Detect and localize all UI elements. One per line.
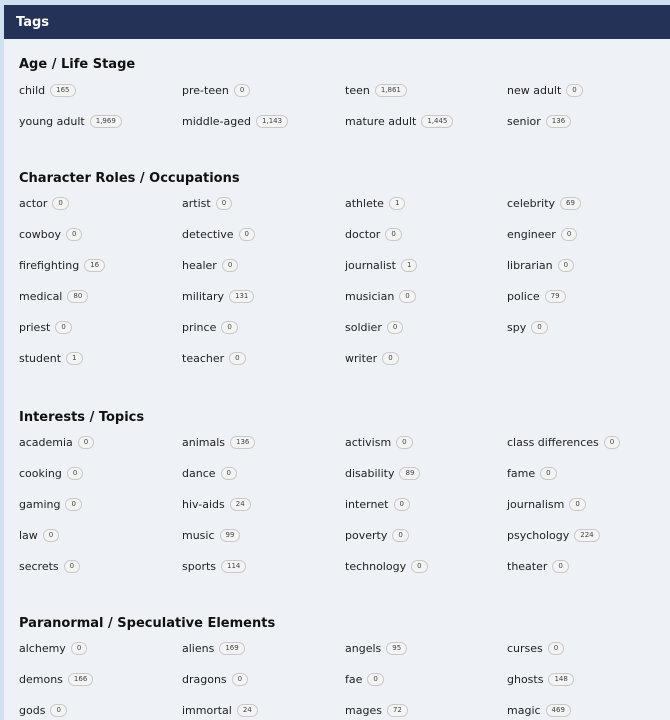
tag-count-badge: 0 bbox=[392, 529, 408, 542]
tag-count-badge: 0 bbox=[55, 321, 71, 334]
tag-grid bbox=[19, 633, 670, 720]
tag-label: new adult bbox=[507, 84, 562, 97]
tag-link[interactable] bbox=[507, 489, 667, 520]
panel-header bbox=[4, 5, 670, 39]
tag-count-badge: 72 bbox=[387, 704, 408, 717]
tag-link[interactable] bbox=[345, 695, 507, 720]
tag-label: mages bbox=[345, 704, 382, 717]
tag-label: writer bbox=[345, 352, 378, 365]
tag-label: priest bbox=[19, 321, 51, 334]
tag-link[interactable] bbox=[345, 520, 507, 551]
tag-label: secrets bbox=[19, 560, 59, 573]
tag-label: dance bbox=[182, 467, 216, 480]
tag-link[interactable] bbox=[182, 281, 345, 312]
tag-link[interactable] bbox=[507, 281, 667, 312]
tag-link[interactable] bbox=[507, 458, 667, 489]
tag-label: doctor bbox=[345, 228, 381, 241]
tag-count-badge: 1,969 bbox=[90, 115, 122, 128]
tag-count-badge: 0 bbox=[221, 467, 237, 480]
tag-count-badge: 0 bbox=[65, 498, 81, 511]
tag-label: student bbox=[19, 352, 62, 365]
tag-label: angels bbox=[345, 642, 382, 655]
tag-label: artist bbox=[182, 197, 211, 210]
tag-link[interactable] bbox=[345, 75, 507, 106]
tag-count-badge: 0 bbox=[396, 436, 412, 449]
tag-count-badge: 131 bbox=[229, 290, 254, 303]
tag-label: ghosts bbox=[507, 673, 544, 686]
tag-count-badge: 0 bbox=[561, 228, 577, 241]
tag-label: military bbox=[182, 290, 224, 303]
tag-label: prince bbox=[182, 321, 217, 334]
tag-link[interactable] bbox=[345, 633, 507, 664]
tag-count-badge: 0 bbox=[216, 197, 232, 210]
tag-link[interactable] bbox=[345, 106, 507, 137]
section-interests-topics bbox=[4, 409, 670, 582]
tag-count-badge: 1,445 bbox=[421, 115, 453, 128]
tag-label: athlete bbox=[345, 197, 384, 210]
tag-link[interactable] bbox=[19, 427, 182, 458]
tag-label: pre-teen bbox=[182, 84, 229, 97]
tag-link[interactable] bbox=[182, 695, 345, 720]
tag-count-badge: 0 bbox=[399, 290, 415, 303]
tag-link[interactable] bbox=[182, 458, 345, 489]
tag-label: librarian bbox=[507, 259, 553, 272]
tag-link[interactable] bbox=[182, 520, 345, 551]
tag-link[interactable] bbox=[182, 427, 345, 458]
tag-label: engineer bbox=[507, 228, 556, 241]
tag-link[interactable] bbox=[19, 312, 182, 343]
section-title: Paranormal / Speculative Elements bbox=[19, 616, 276, 631]
tag-link[interactable] bbox=[345, 250, 507, 281]
tag-link[interactable] bbox=[507, 520, 667, 551]
tag-count-badge: 0 bbox=[531, 321, 547, 334]
section-character-roles bbox=[4, 170, 670, 374]
tag-count-badge: 1,143 bbox=[256, 115, 288, 128]
tag-count-badge: 0 bbox=[52, 197, 68, 210]
tag-label: technology bbox=[345, 560, 407, 573]
tag-label: class differences bbox=[507, 436, 599, 449]
tag-link[interactable] bbox=[19, 695, 182, 720]
tag-link[interactable] bbox=[507, 219, 667, 250]
tag-label: disability bbox=[345, 467, 395, 480]
tag-link[interactable] bbox=[19, 458, 182, 489]
tag-link[interactable] bbox=[182, 75, 345, 106]
tag-label: gaming bbox=[19, 498, 61, 511]
tag-count-badge: 24 bbox=[237, 704, 258, 717]
tag-label: psychology bbox=[507, 529, 570, 542]
tag-count-badge: 224 bbox=[574, 529, 599, 542]
section-title: Character Roles / Occupations bbox=[19, 171, 240, 186]
section-title: Age / Life Stage bbox=[19, 57, 136, 72]
tag-count-badge: 0 bbox=[71, 642, 87, 655]
tag-count-badge: 0 bbox=[43, 529, 59, 542]
tag-count-badge: 0 bbox=[604, 436, 620, 449]
tag-label: alchemy bbox=[19, 642, 66, 655]
tag-count-badge: 0 bbox=[558, 259, 574, 272]
tag-grid bbox=[19, 427, 670, 582]
tag-label: police bbox=[507, 290, 540, 303]
tag-link[interactable] bbox=[507, 695, 667, 720]
tag-label: healer bbox=[182, 259, 217, 272]
tag-link[interactable] bbox=[182, 219, 345, 250]
tag-label: demons bbox=[19, 673, 63, 686]
tag-count-badge: 0 bbox=[78, 436, 94, 449]
tag-link[interactable] bbox=[507, 106, 667, 137]
tag-link[interactable] bbox=[345, 219, 507, 250]
tag-link[interactable] bbox=[182, 312, 345, 343]
tag-label: cooking bbox=[19, 467, 62, 480]
tag-count-badge: 0 bbox=[64, 560, 80, 573]
tag-link[interactable] bbox=[19, 551, 182, 582]
tag-grid bbox=[19, 188, 670, 374]
tag-count-badge: 89 bbox=[399, 467, 420, 480]
tag-count-badge: 165 bbox=[50, 84, 75, 97]
tag-label: detective bbox=[182, 228, 234, 241]
tag-label: musician bbox=[345, 290, 395, 303]
tag-label: journalist bbox=[345, 259, 396, 272]
tag-label: medical bbox=[19, 290, 63, 303]
tag-link[interactable] bbox=[19, 188, 182, 219]
tag-label: fame bbox=[507, 467, 536, 480]
tag-link[interactable] bbox=[182, 664, 345, 695]
tag-link[interactable] bbox=[345, 281, 507, 312]
tag-link[interactable] bbox=[507, 250, 667, 281]
tag-label: fae bbox=[345, 673, 363, 686]
tag-link[interactable] bbox=[345, 188, 507, 219]
tags-panel bbox=[4, 5, 670, 720]
tag-label: sports bbox=[182, 560, 217, 573]
tag-label: senior bbox=[507, 115, 541, 128]
tag-label: spy bbox=[507, 321, 527, 334]
tag-label: animals bbox=[182, 436, 226, 449]
section-age-life-stage bbox=[4, 56, 670, 137]
tag-label: hiv-aids bbox=[182, 498, 225, 511]
tag-link[interactable] bbox=[182, 551, 345, 582]
tag-count-badge: 0 bbox=[411, 560, 427, 573]
tag-link[interactable] bbox=[345, 427, 507, 458]
tag-link[interactable] bbox=[345, 312, 507, 343]
tag-count-badge: 24 bbox=[230, 498, 251, 511]
tag-label: gods bbox=[19, 704, 46, 717]
tag-link[interactable] bbox=[19, 489, 182, 520]
tag-grid bbox=[19, 75, 670, 137]
section-paranormal-speculative bbox=[4, 615, 670, 720]
tag-label: mature adult bbox=[345, 115, 417, 128]
tag-count-badge: 0 bbox=[566, 84, 582, 97]
tag-link[interactable] bbox=[182, 633, 345, 664]
tag-count-badge: 95 bbox=[386, 642, 407, 655]
tag-label: magic bbox=[507, 704, 541, 717]
tag-count-badge: 148 bbox=[548, 673, 573, 686]
tag-label: young adult bbox=[19, 115, 85, 128]
tag-label: teacher bbox=[182, 352, 225, 365]
tag-label: celebrity bbox=[507, 197, 556, 210]
tag-link[interactable] bbox=[19, 664, 182, 695]
tag-link[interactable] bbox=[345, 664, 507, 695]
tag-count-badge: 0 bbox=[382, 352, 398, 365]
tag-count-badge: 99 bbox=[220, 529, 241, 542]
tag-link[interactable] bbox=[507, 312, 667, 343]
tag-link[interactable] bbox=[345, 551, 507, 582]
tag-count-badge: 0 bbox=[385, 228, 401, 241]
tag-link[interactable] bbox=[19, 106, 182, 137]
tag-count-badge: 69 bbox=[560, 197, 581, 210]
tag-label: academia bbox=[19, 436, 73, 449]
tag-label: internet bbox=[345, 498, 389, 511]
tag-count-badge: 169 bbox=[219, 642, 244, 655]
tag-count-badge: 1 bbox=[66, 352, 82, 365]
tag-link[interactable] bbox=[507, 551, 667, 582]
tag-count-badge: 79 bbox=[545, 290, 566, 303]
tag-label: teen bbox=[345, 84, 370, 97]
tag-label: journalism bbox=[507, 498, 565, 511]
tag-link[interactable] bbox=[345, 489, 507, 520]
tag-count-badge: 1,861 bbox=[375, 84, 407, 97]
tag-link[interactable] bbox=[507, 75, 667, 106]
tag-link[interactable] bbox=[507, 427, 667, 458]
tag-count-badge: 0 bbox=[229, 352, 245, 365]
tag-label: soldier bbox=[345, 321, 382, 334]
tag-label: curses bbox=[507, 642, 543, 655]
tag-link[interactable] bbox=[182, 188, 345, 219]
tag-link[interactable] bbox=[182, 106, 345, 137]
tag-count-badge: 80 bbox=[67, 290, 88, 303]
tag-label: theater bbox=[507, 560, 548, 573]
tag-label: poverty bbox=[345, 529, 388, 542]
tag-link[interactable] bbox=[19, 520, 182, 551]
tag-count-badge: 0 bbox=[552, 560, 568, 573]
tag-count-badge: 0 bbox=[232, 673, 248, 686]
tag-count-badge: 0 bbox=[239, 228, 255, 241]
tag-count-badge: 166 bbox=[68, 673, 93, 686]
tag-link[interactable] bbox=[507, 188, 667, 219]
tag-link[interactable] bbox=[507, 633, 667, 664]
tag-link[interactable] bbox=[182, 343, 345, 374]
tag-label: aliens bbox=[182, 642, 215, 655]
tag-link[interactable] bbox=[19, 250, 182, 281]
tag-link[interactable] bbox=[345, 343, 507, 374]
tag-count-badge: 0 bbox=[540, 467, 556, 480]
tag-link[interactable] bbox=[19, 75, 182, 106]
tag-link[interactable] bbox=[19, 633, 182, 664]
tag-link[interactable] bbox=[19, 343, 182, 374]
tag-label: music bbox=[182, 529, 215, 542]
tag-link[interactable] bbox=[19, 219, 182, 250]
tag-label: actor bbox=[19, 197, 48, 210]
tag-count-badge: 0 bbox=[222, 259, 238, 272]
tag-link[interactable] bbox=[182, 489, 345, 520]
tag-link[interactable] bbox=[19, 281, 182, 312]
tag-count-badge: 114 bbox=[221, 560, 246, 573]
tag-count-badge: 0 bbox=[569, 498, 585, 511]
tag-count-badge: 0 bbox=[387, 321, 403, 334]
panel-title: Tags bbox=[16, 14, 50, 30]
tag-label: law bbox=[19, 529, 38, 542]
tag-label: immortal bbox=[182, 704, 232, 717]
tag-count-badge: 136 bbox=[230, 436, 255, 449]
tag-count-badge: 16 bbox=[84, 259, 105, 272]
tag-count-badge: 0 bbox=[234, 84, 250, 97]
tag-count-badge: 0 bbox=[221, 321, 237, 334]
tag-count-badge: 0 bbox=[67, 467, 83, 480]
tag-label: cowboy bbox=[19, 228, 61, 241]
section-title: Interests / Topics bbox=[19, 410, 145, 425]
tag-label: child bbox=[19, 84, 46, 97]
tag-count-badge: 0 bbox=[66, 228, 82, 241]
tag-label: middle-aged bbox=[182, 115, 252, 128]
tag-label: firefighting bbox=[19, 259, 80, 272]
tag-label: activism bbox=[345, 436, 392, 449]
tag-count-badge: 0 bbox=[394, 498, 410, 511]
tag-count-badge: 1 bbox=[401, 259, 417, 272]
tag-count-badge: 0 bbox=[50, 704, 66, 717]
tag-count-badge: 136 bbox=[546, 115, 571, 128]
tag-count-badge: 0 bbox=[548, 642, 564, 655]
tag-count-badge: 1 bbox=[389, 197, 405, 210]
tag-link[interactable] bbox=[182, 250, 345, 281]
tag-count-badge: 0 bbox=[367, 673, 383, 686]
tag-count-badge: 469 bbox=[546, 704, 571, 717]
tag-label: dragons bbox=[182, 673, 227, 686]
tag-link[interactable] bbox=[507, 664, 667, 695]
tag-link[interactable] bbox=[345, 458, 507, 489]
